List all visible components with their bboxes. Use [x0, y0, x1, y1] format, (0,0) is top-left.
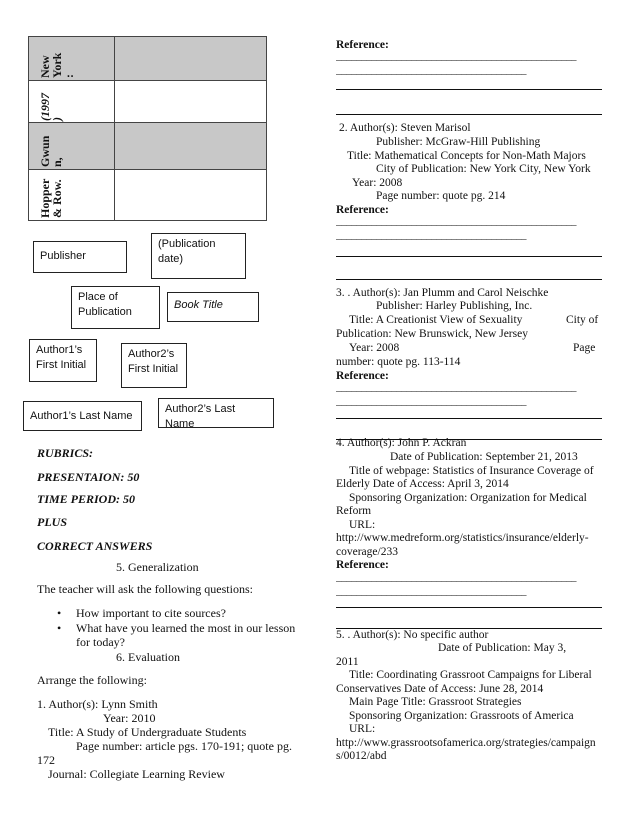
item5-url-label: URL: — [349, 723, 376, 735]
row-label: (1997 ) — [38, 93, 64, 121]
question-1: How important to cite sources? — [76, 606, 226, 620]
item2-author: 2. Author(s): Steven Marisol — [339, 122, 471, 134]
reference-label: Reference: — [336, 559, 389, 571]
blank-line: ________________________________________________ — [336, 51, 576, 62]
reference-label: Reference: — [336, 204, 389, 216]
reference-label: Reference: — [336, 39, 389, 51]
author2-last-name-box: Author2’s Last Name — [158, 398, 274, 428]
item4-title: Title of webpage: Statistics of Insurance Coverage of — [349, 465, 594, 477]
place-of-publication-box: Place of Publication — [71, 286, 160, 329]
item2-title: Title: Mathematical Concepts for Non-Math Majors — [347, 150, 586, 162]
blank-line: ______________________________________ — [336, 65, 526, 76]
item5-url[interactable]: http://www.grassrootsofamerica.org/strategies/campaign — [336, 737, 596, 749]
row-label: Hopper & Row. — [38, 178, 64, 218]
author1-last-name-box: Author1’s Last Name — [23, 401, 142, 431]
item4-access: Elderly Date of Access: April 3, 2014 — [336, 478, 509, 490]
item3-publisher: Publisher: Harley Publishing, Inc. — [376, 300, 533, 312]
blank-line: ________________________________________________ — [336, 382, 576, 393]
item1-author: 1. Author(s): Lynn Smith — [37, 697, 158, 711]
author1-initial-box: Author1’s First Initial — [29, 339, 97, 382]
blank-line: ______________________________________ — [336, 586, 526, 597]
rubrics-title: RUBRICS: — [37, 446, 94, 460]
blank-line: ______________________________________ — [336, 230, 526, 241]
publication-date-box: (Publication date) — [151, 233, 246, 279]
publisher-box: Publisher — [33, 241, 127, 273]
rubric-time-period: TIME PERIOD: 50 — [37, 492, 136, 506]
item3-city-label: City of — [566, 314, 599, 326]
item5-date: Date of Publication: May 3, — [438, 642, 567, 654]
item5-url-cont[interactable]: s/0012/abd — [336, 750, 387, 762]
item3-year: Year: 2008 — [349, 342, 400, 354]
item2-city: City of Publication: New York City, New York — [376, 163, 591, 175]
bullet-icon: • — [57, 606, 62, 620]
item5-main-page-title: Main Page Title: Grassroot Strategies — [349, 696, 522, 708]
item1-title: Title: A Study of Undergraduate Students — [48, 725, 247, 739]
item4-date: Date of Publication: September 21, 2013 — [390, 451, 578, 463]
divider — [336, 114, 602, 115]
divider — [336, 279, 602, 280]
item3-place: Publication: New Brunswick, New Jersey — [336, 328, 528, 340]
table-row — [29, 81, 266, 123]
row-label: New York : — [38, 52, 76, 78]
question-2: What have you learned the most in our lesson — [76, 621, 296, 635]
evaluation-heading: 6. Evaluation — [116, 650, 180, 664]
arrange-instruction: Arrange the following: — [37, 673, 147, 687]
author2-initial-box: Author2’s First Initial — [121, 343, 187, 388]
row-label: Gwun n, — [38, 135, 64, 167]
reference-label: Reference: — [336, 370, 389, 382]
divider — [336, 607, 602, 608]
item1-page-cont: 172 — [37, 753, 55, 767]
item3-author: 3. . Author(s): Jan Plumm and Carol Neischke — [336, 287, 549, 299]
rubric-presentation: PRESENTAION: 50 — [37, 470, 140, 484]
bullet-icon: • — [57, 621, 62, 635]
item5-sponsor: Sponsoring Organization: Grassroots of America — [349, 710, 574, 722]
item1-page: Page number: article pgs. 170-191; quote pg. — [76, 739, 292, 753]
rubric-correct-answers: CORRECT ANSWERS — [37, 539, 153, 553]
item5-date-cont: 2011 — [336, 656, 359, 668]
citation-table — [28, 36, 267, 221]
item1-journal: Journal: Collegiate Learning Review — [48, 767, 225, 781]
item3-title: Title: A Creationist View of Sexuality — [349, 314, 523, 326]
item3-page: number: quote pg. 113-114 — [336, 356, 461, 368]
item5-access: Conservatives Date of Access: June 28, 2014 — [336, 683, 544, 695]
generalization-intro: The teacher will ask the following questions: — [37, 582, 253, 596]
item5-title: Title: Coordinating Grassroot Campaigns for Liberal — [349, 669, 592, 681]
divider — [336, 256, 602, 257]
item4-url[interactable]: http://www.medreform.org/statistics/insurance/elderly- — [336, 532, 589, 544]
generalization-heading: 5. Generalization — [116, 560, 199, 574]
book-title-box: Book Title — [167, 292, 259, 322]
item1-year: Year: 2010 — [103, 711, 156, 725]
table-row — [29, 170, 266, 221]
item4-sponsor-cont: Reform — [336, 505, 372, 517]
item4-url-label: URL: — [349, 519, 376, 531]
item2-year: Year: 2008 — [352, 177, 403, 189]
item3-page-label: Page — [573, 342, 596, 354]
item2-page: Page number: quote pg. 214 — [376, 190, 506, 202]
item4-url-cont[interactable]: coverage/233 — [336, 546, 398, 558]
divider — [336, 89, 602, 90]
rubric-plus: PLUS — [37, 515, 67, 529]
question-2-cont: for today? — [76, 635, 125, 649]
item5-author: 5. . Author(s): No specific author — [336, 629, 489, 641]
table-row — [29, 37, 266, 81]
blank-line: ________________________________________________ — [336, 216, 576, 227]
blank-line: ______________________________________ — [336, 396, 526, 407]
item2-publisher: Publisher: McGraw-Hill Publishing — [376, 136, 541, 148]
divider — [336, 418, 602, 419]
item4-sponsor: Sponsoring Organization: Organization for Medical — [349, 492, 587, 504]
table-row — [29, 123, 266, 170]
blank-line: ________________________________________________ — [336, 572, 576, 583]
item4-author: 4. Author(s): John P. Ackran — [336, 437, 467, 449]
